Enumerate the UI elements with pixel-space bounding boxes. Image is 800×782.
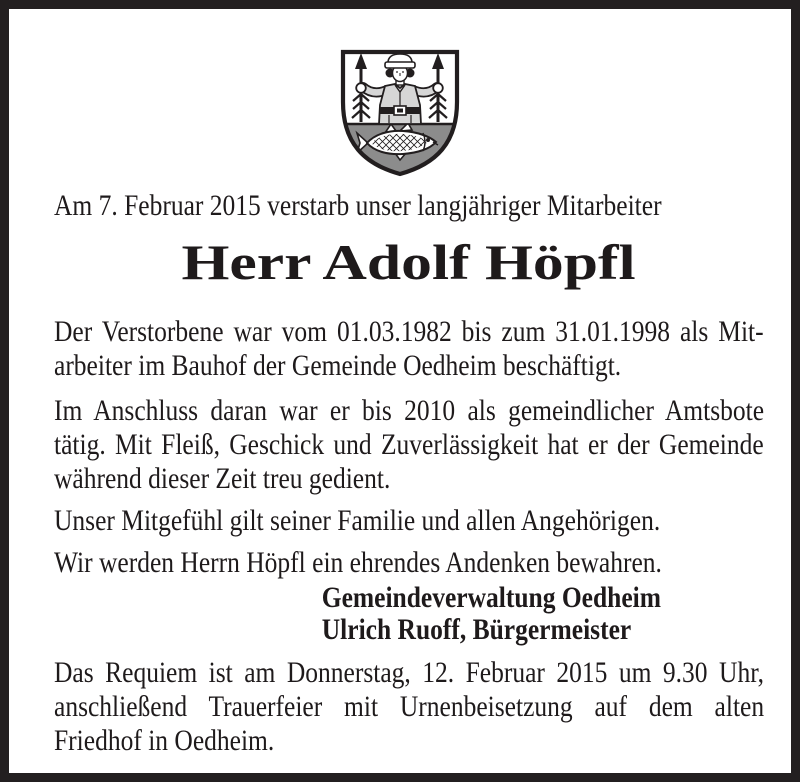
coat-of-arms-oedheim-icon bbox=[337, 47, 463, 179]
text-line: anschließend Trauerfeier mit Urnenbeisetzung auf dem alten bbox=[54, 690, 765, 723]
shield-base bbox=[337, 123, 463, 179]
intro-line bbox=[54, 189, 764, 223]
text-line: arbeiter im Bauhof der Gemeinde Oedheim beschäftigt. bbox=[54, 349, 622, 382]
text-line: Das Requiem ist am Donnerstag, 12. Februar 2015 um 9.30 Uhr, bbox=[54, 656, 765, 689]
text-line: Unser Mitgefühl gilt seiner Familie und allen Angehörigen. bbox=[54, 504, 661, 537]
notice-text-column bbox=[54, 189, 764, 758]
paragraph-condolence bbox=[54, 504, 764, 538]
text-line: Der Verstorbene war vom 01.03.1982 bis zum 31.01.1998 als Mit- bbox=[54, 315, 764, 348]
text-line: Friedhof in Oedheim. bbox=[54, 724, 275, 757]
page-title bbox=[182, 231, 637, 293]
text-line: während dieser Zeit treu gedient. bbox=[54, 462, 391, 495]
deceased-name: Herr Adolf Höpfl bbox=[181, 234, 636, 290]
paragraph-remembrance bbox=[54, 546, 764, 580]
intro-text: Am 7. Februar 2015 verstarb unser langjähriger Mitarbeiter bbox=[54, 189, 662, 222]
paragraph-funeral-details bbox=[54, 656, 764, 758]
text-line: Wir werden Herrn Höpfl ein ehrendes Andenken bewahren. bbox=[54, 546, 662, 579]
paragraph-employment bbox=[54, 315, 764, 383]
crest-svg bbox=[337, 47, 463, 179]
text-line: Im Anschluss daran war er bis 2010 als gemeindlicher Amtsbote bbox=[54, 394, 765, 427]
signature-block bbox=[322, 582, 764, 646]
paragraph-amtsbote bbox=[54, 394, 764, 496]
signature-person: Ulrich Ruoff, Bürgermeister bbox=[321, 613, 632, 646]
text-line: tätig. Mit Fleiß, Geschick und Zuverlässigkeit hat er der Gemeinde bbox=[54, 428, 764, 461]
signature-organization: Gemeindeverwaltung Oedheim bbox=[321, 581, 662, 614]
title-row bbox=[54, 231, 764, 293]
